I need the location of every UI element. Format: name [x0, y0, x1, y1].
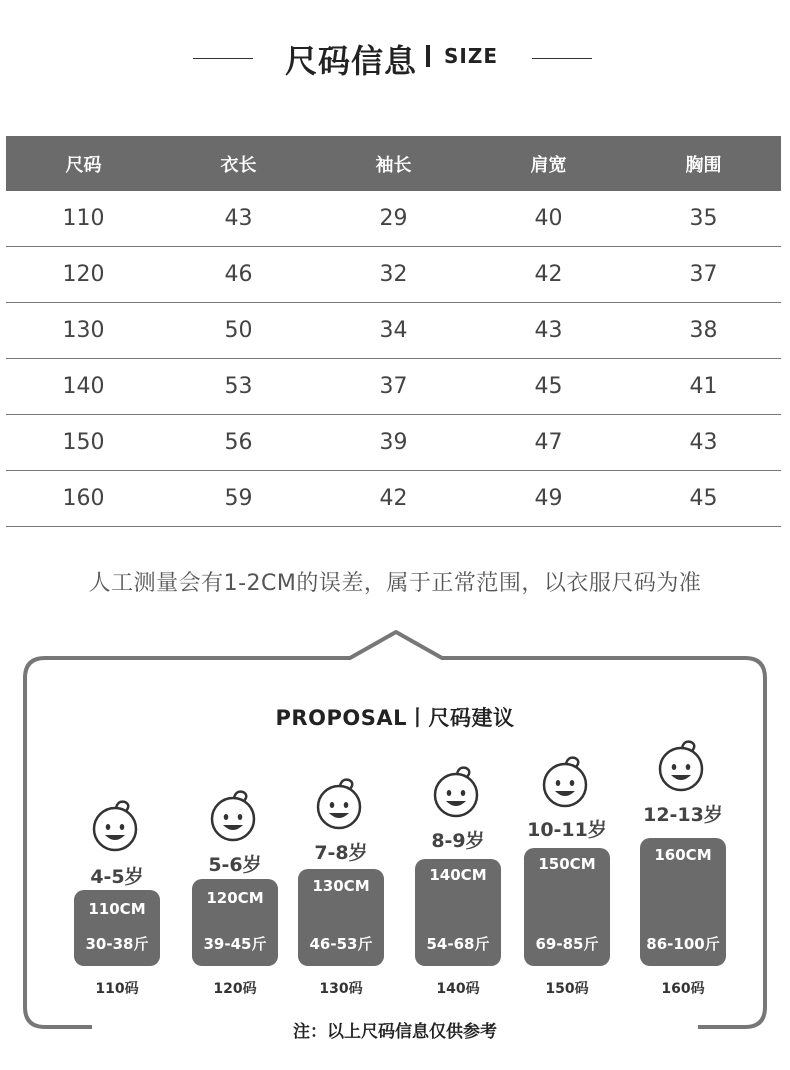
- cell-sleeve: 37: [316, 359, 471, 415]
- reference-footnote: 注：以上尺码信息仅供参考: [293, 1022, 497, 1042]
- cell-chest: 45: [626, 471, 781, 527]
- title-english: SIZE: [444, 44, 499, 68]
- cell-size: 140: [6, 359, 161, 415]
- cell-size: 150: [6, 415, 161, 471]
- header-size: 尺码: [6, 136, 161, 191]
- age-label: 10-11岁: [527, 819, 607, 841]
- weight-label: 54-68斤: [426, 935, 490, 953]
- cell-size: 110: [6, 191, 161, 247]
- weight-label: 39-45斤: [203, 935, 267, 953]
- cell-shoulder: 43: [471, 303, 626, 359]
- cell-length: 43: [161, 191, 316, 247]
- weight-label: 30-38斤: [85, 935, 149, 953]
- age-label: 8-9岁: [431, 830, 485, 852]
- size-box: [640, 838, 726, 966]
- height-label: 110CM: [88, 900, 146, 918]
- header-sleeve: 袖长: [316, 136, 471, 191]
- baby-face-icon: [88, 798, 144, 854]
- size-box: [74, 890, 160, 966]
- size-box: [192, 879, 278, 966]
- size-code: 150码: [545, 981, 589, 997]
- cell-size: 130: [6, 303, 161, 359]
- baby-face-icon: [654, 738, 710, 794]
- weight-label: 69-85斤: [535, 935, 599, 953]
- size-box: [524, 848, 610, 966]
- age-label: 5-6岁: [208, 854, 262, 876]
- cell-length: 56: [161, 415, 316, 471]
- cell-length: 46: [161, 247, 316, 303]
- header-shoulder: 肩宽: [471, 136, 626, 191]
- size-code: 110码: [95, 981, 139, 997]
- age-label: 7-8岁: [314, 842, 368, 864]
- cell-sleeve: 29: [316, 191, 471, 247]
- weight-label: 46-53斤: [309, 935, 373, 953]
- cell-length: 59: [161, 471, 316, 527]
- cell-chest: 35: [626, 191, 781, 247]
- header-length: 衣长: [161, 136, 316, 191]
- cell-chest: 37: [626, 247, 781, 303]
- measurement-note: 人工测量会有1-2CM的误差，属于正常范围，以衣服尺码为准: [88, 571, 702, 596]
- baby-face-icon: [206, 788, 262, 844]
- height-label: 120CM: [206, 889, 264, 907]
- cell-chest: 41: [626, 359, 781, 415]
- cell-length: 50: [161, 303, 316, 359]
- cell-sleeve: 32: [316, 247, 471, 303]
- baby-face-icon: [312, 776, 368, 832]
- size-code: 120码: [213, 981, 257, 997]
- weight-label: 86-100斤: [646, 935, 720, 953]
- baby-face-icon: [538, 754, 594, 810]
- cell-shoulder: 42: [471, 247, 626, 303]
- cell-sleeve: 34: [316, 303, 471, 359]
- proposal-title: PROPOSAL丨尺码建议: [275, 706, 515, 730]
- header-chest: 胸围: [626, 136, 781, 191]
- cell-shoulder: 47: [471, 415, 626, 471]
- cell-length: 53: [161, 359, 316, 415]
- size-code: 130码: [319, 981, 363, 997]
- age-label: 4-5岁: [90, 866, 144, 888]
- size-code: 140码: [436, 981, 480, 997]
- cell-sleeve: 39: [316, 415, 471, 471]
- baby-face-icon: [429, 764, 485, 820]
- height-label: 150CM: [538, 855, 596, 873]
- cell-shoulder: 45: [471, 359, 626, 415]
- cell-chest: 43: [626, 415, 781, 471]
- cell-chest: 38: [626, 303, 781, 359]
- height-label: 140CM: [429, 866, 487, 884]
- cell-size: 160: [6, 471, 161, 527]
- title-chinese: 尺码信息: [285, 42, 418, 80]
- size-code: 160码: [661, 981, 705, 997]
- height-label: 130CM: [312, 877, 370, 895]
- height-label: 160CM: [654, 846, 712, 864]
- size-box: [298, 869, 384, 966]
- size-box: [415, 859, 501, 966]
- cell-sleeve: 42: [316, 471, 471, 527]
- cell-shoulder: 40: [471, 191, 626, 247]
- age-label: 12-13岁: [643, 804, 723, 826]
- cell-size: 120: [6, 247, 161, 303]
- cell-shoulder: 49: [471, 471, 626, 527]
